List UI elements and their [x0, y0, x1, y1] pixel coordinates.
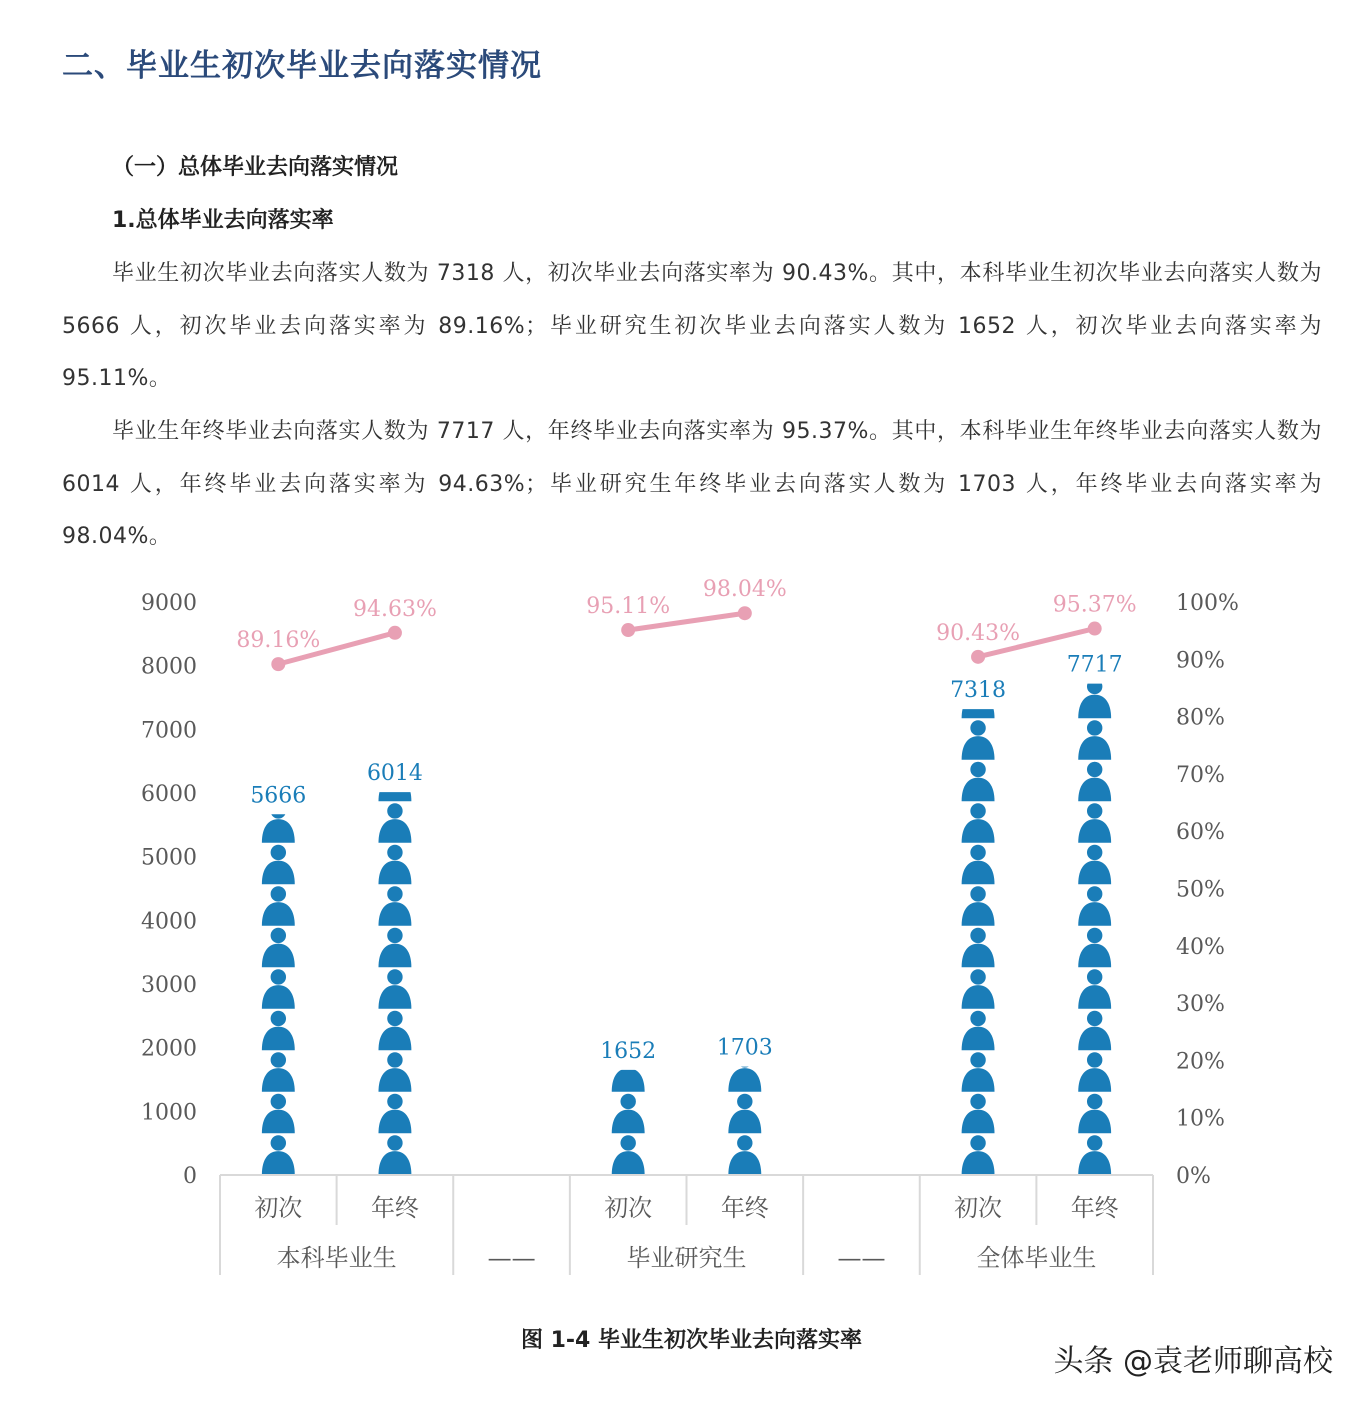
x-category-label: 初次 [254, 1194, 303, 1222]
right-tick-label: 40% [1176, 934, 1225, 960]
rate-line [236, 577, 1136, 671]
x-category-label: 年终 [370, 1194, 419, 1222]
left-tick-label: 5000 [141, 845, 197, 871]
left-tick-label: 4000 [141, 909, 197, 935]
rate-marker [971, 650, 985, 664]
right-tick-label: 60% [1176, 820, 1225, 846]
x-group-label: —— [837, 1244, 886, 1272]
bar-person-stack [728, 1052, 761, 1175]
x-category-label: 年终 [1070, 1194, 1119, 1222]
right-tick-label: 100% [1176, 591, 1239, 616]
rate-marker [738, 606, 752, 620]
bar-person-stack [262, 803, 295, 1175]
right-tick-label: 0% [1176, 1164, 1211, 1189]
bar-person-stack [1078, 679, 1111, 1175]
x-category-label: 初次 [604, 1194, 653, 1222]
left-tick-label: 9000 [141, 591, 197, 616]
section-subheading: （一）总体毕业去向落实情况 [112, 155, 399, 180]
x-axis [220, 1175, 1153, 1275]
rate-value-label: 94.63% [352, 596, 437, 622]
bar-value-label: 1652 [600, 1038, 657, 1064]
placement-rate-chart [0, 570, 1363, 1310]
left-tick-label: 2000 [141, 1036, 197, 1062]
rate-value-label: 90.43% [936, 620, 1021, 646]
bar-person-stack [378, 762, 411, 1175]
bar-person-stack [962, 679, 995, 1175]
left-tick-label: 6000 [141, 782, 197, 807]
x-group-label: 毕业研究生 [626, 1244, 747, 1272]
x-group-label: 本科毕业生 [276, 1244, 397, 1272]
rate-marker [271, 657, 285, 671]
bar-value-label: 7318 [950, 678, 1007, 704]
rate-value-label: 89.16% [236, 628, 321, 654]
x-category-label: 年终 [720, 1194, 769, 1222]
section-subsubheading: 1.总体毕业去向落实率 [112, 208, 334, 233]
bar-person-stack [612, 1052, 645, 1175]
right-tick-label: 50% [1176, 877, 1225, 903]
bar-value-label: 5666 [250, 783, 307, 809]
bar-value-label: 1703 [716, 1035, 773, 1061]
right-tick-label: 10% [1176, 1106, 1225, 1132]
x-group-label: —— [487, 1244, 536, 1272]
left-tick-label: 1000 [141, 1100, 197, 1126]
x-group-label: 全体毕业生 [976, 1244, 1097, 1272]
left-axis [141, 591, 197, 1189]
right-tick-label: 90% [1176, 648, 1225, 674]
right-axis [1176, 591, 1239, 1189]
watermark: 头条 @袁老师聊高校 [1053, 1344, 1333, 1379]
right-tick-label: 20% [1176, 1049, 1225, 1075]
bars [250, 653, 1122, 1175]
rate-marker [388, 626, 402, 640]
left-tick-label: 0 [183, 1164, 197, 1189]
rate-marker [621, 623, 635, 637]
x-category-label: 初次 [954, 1194, 1003, 1222]
right-tick-label: 80% [1176, 705, 1225, 731]
rate-value-label: 95.11% [586, 594, 671, 620]
right-tick-label: 70% [1176, 762, 1225, 788]
figure-caption: 图 1-4 毕业生初次毕业去向落实率 [520, 1328, 863, 1353]
right-tick-label: 30% [1176, 992, 1225, 1018]
bar-value-label: 7717 [1066, 652, 1123, 678]
bar-value-label: 6014 [366, 761, 423, 787]
left-tick-label: 7000 [141, 718, 197, 744]
page-title: 二、毕业生初次毕业去向落实情况 [62, 48, 542, 84]
paragraph-final: 毕业生年终毕业去向落实人数为 7717 人，年终毕业去向落实率为 95.37%。其中，本科毕业生年终毕业去向落实人数为 6014 人，年终毕业去向落实率为 94.63%；毕业研究生年终毕业去向落实人数为 1703 人，年终毕业去向落实率为 98.04%。 [62, 419, 1322, 549]
paragraph-initial: 毕业生初次毕业去向落实人数为 7318 人，初次毕业去向落实率为 90.43%。其中，本科毕业生初次毕业去向落实人数为 5666 人，初次毕业去向落实率为 89.16%；毕业研究生初次毕业去向落实人数为 1652 人，初次毕业去向落实率为 95.11%。 [62, 261, 1322, 391]
rate-marker [1088, 622, 1102, 636]
left-tick-label: 8000 [141, 654, 197, 680]
left-tick-label: 3000 [141, 973, 197, 998]
rate-value-label: 95.37% [1052, 592, 1137, 618]
rate-value-label: 98.04% [702, 577, 787, 603]
